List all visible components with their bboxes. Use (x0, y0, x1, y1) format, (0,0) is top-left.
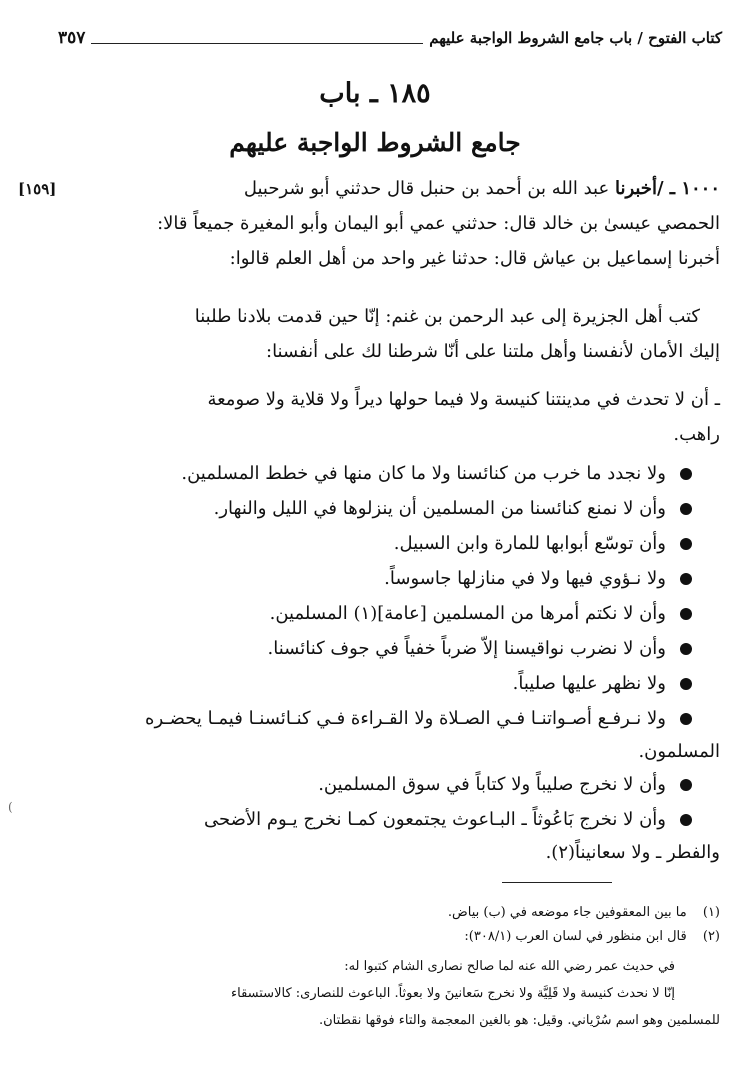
chapter-title: جامع الشروط الواجبة عليهم (229, 128, 521, 157)
running-header-title: كتاب الفتوح / باب جامع الشروط الواجبة عليهم (429, 29, 722, 47)
footnote-text: ما بين المعقوفين جاء موضعه في (ب) بياض. (447, 905, 687, 920)
first-condition-line-2: راهب. (673, 424, 720, 445)
condition-item (100, 562, 666, 596)
footnote-quote-line: للمسلمين وهو اسم سُرْياني. وقيل: هو بالغين المعجمة والتاء فوقها نقطتان. (318, 1013, 720, 1028)
condition-item (100, 803, 666, 837)
letter-line-2: إليك الأمان لأنفسنا وأهل ملتنا على أنّا شرطنا لك على أنفسنا: (266, 341, 720, 362)
condition-text: ولا نجدد ما خرب من كنائسنا ولا ما كان منها في خطط المسلمين. (181, 463, 666, 484)
hadith-number-lead: ١٠٠٠ ـ /أخبرنا (614, 178, 720, 199)
footnote-mark: (١) (702, 905, 720, 920)
bullet-icon (680, 678, 692, 690)
condition-text: ولا نظهر عليها صليباً. (512, 673, 666, 694)
margin-mark: ( (8, 800, 13, 814)
bullet-icon (680, 468, 692, 480)
condition-text: وأن لا نضرب نواقيسنا إلاّ ضرباً خفياً في جوف كنائسنا. (267, 638, 666, 659)
running-header-rule (91, 43, 423, 44)
condition-text: وأن لا نمنع كنائسنا من المسلمين أن ينزلوها في الليل والنهار. (213, 498, 666, 519)
condition-text: وأن لا نخرج بَاعُوثاً ـ البـاعوث يجتمعون كمـا نخرج يـوم الأضحى (203, 809, 666, 830)
condition-item (100, 667, 666, 701)
footnote-divider (502, 882, 612, 883)
condition-text: وأن لا نخرج صليباً ولا كتاباً في سوق المسلمين. (318, 774, 666, 795)
isnad-line-1 (100, 172, 720, 206)
condition-item (100, 457, 666, 491)
footnote-text: قال ابن منظور في لسان العرب (٣٠٨/١): (464, 929, 687, 944)
footnote-quote-line: في حديث عمر رضي الله عنه لما صالح نصارى الشام كتبوا له: (344, 959, 675, 974)
footnote (448, 902, 720, 924)
condition-item (100, 492, 666, 526)
condition-continuation: والفطر ـ ولا سعانيناً(٢). (545, 842, 720, 863)
condition-item (100, 527, 666, 561)
margin-reference: [١٥٩] (18, 180, 57, 198)
footnote (464, 926, 720, 948)
condition-item (100, 768, 666, 802)
bullet-icon (680, 713, 692, 725)
isnad-line-1-rest: عبد الله بن أحمد بن حنبل قال حدثني أبو شرحبيل (243, 178, 610, 199)
footnote-mark: (٢) (702, 929, 720, 944)
condition-item (100, 632, 666, 666)
first-condition-line-1: ـ أن لا تحدث في مدينتنا كنيسة ولا فيما حولها ديراً ولا قلاية ولا صومعة (207, 389, 720, 410)
condition-continuation: المسلمون. (638, 741, 720, 762)
bullet-icon (680, 779, 692, 791)
running-header (58, 26, 722, 50)
condition-text: ولا نـرفـع أصـواتنـا فـي الصـلاة ولا القـراءة فـي كنـائسنـا فيمـا يحضـره (145, 708, 666, 729)
condition-text: وأن لا نكتم أمرها من المسلمين [عامة](١) المسلمين. (269, 603, 666, 624)
isnad-line-2: الحمصي عيسىٰ بن خالد قال: حدثني عمي أبو اليمان وأبو المغيرة جميعاً قالا: (157, 213, 720, 234)
condition-item (100, 702, 666, 736)
bullet-icon (680, 503, 692, 515)
chapter-number: ١٨٥ ـ باب (319, 78, 431, 109)
isnad-line-3: أخبرنا إسماعيل بن عياش قال: حدثنا غير واحد من أهل العلم قالوا: (229, 248, 720, 269)
bullet-icon (680, 573, 692, 585)
bullet-icon (680, 538, 692, 550)
page-number: ٣٥٧ (58, 28, 86, 48)
letter-line-1: كتب أهل الجزيرة إلى عبد الرحمن بن غنم: إنّا حين قدمت بلادنا طلبنا (194, 306, 700, 327)
condition-text: ولا نـؤوي فيها ولا في منازلها جاسوساً. (384, 568, 666, 589)
bullet-icon (680, 643, 692, 655)
bullet-icon (680, 608, 692, 620)
footnote-quote-line: إنّا لا نحدث كنيسة ولا قَلِيَّة ولا نخرج سَعانينَ ولا بعوثاً. الباعوث للنصارى: كالاستسقاء (231, 986, 675, 1001)
condition-text: وأن توسّع أبوابها للمارة وابن السبيل. (393, 533, 666, 554)
condition-item (100, 597, 666, 631)
bullet-icon (680, 814, 692, 826)
